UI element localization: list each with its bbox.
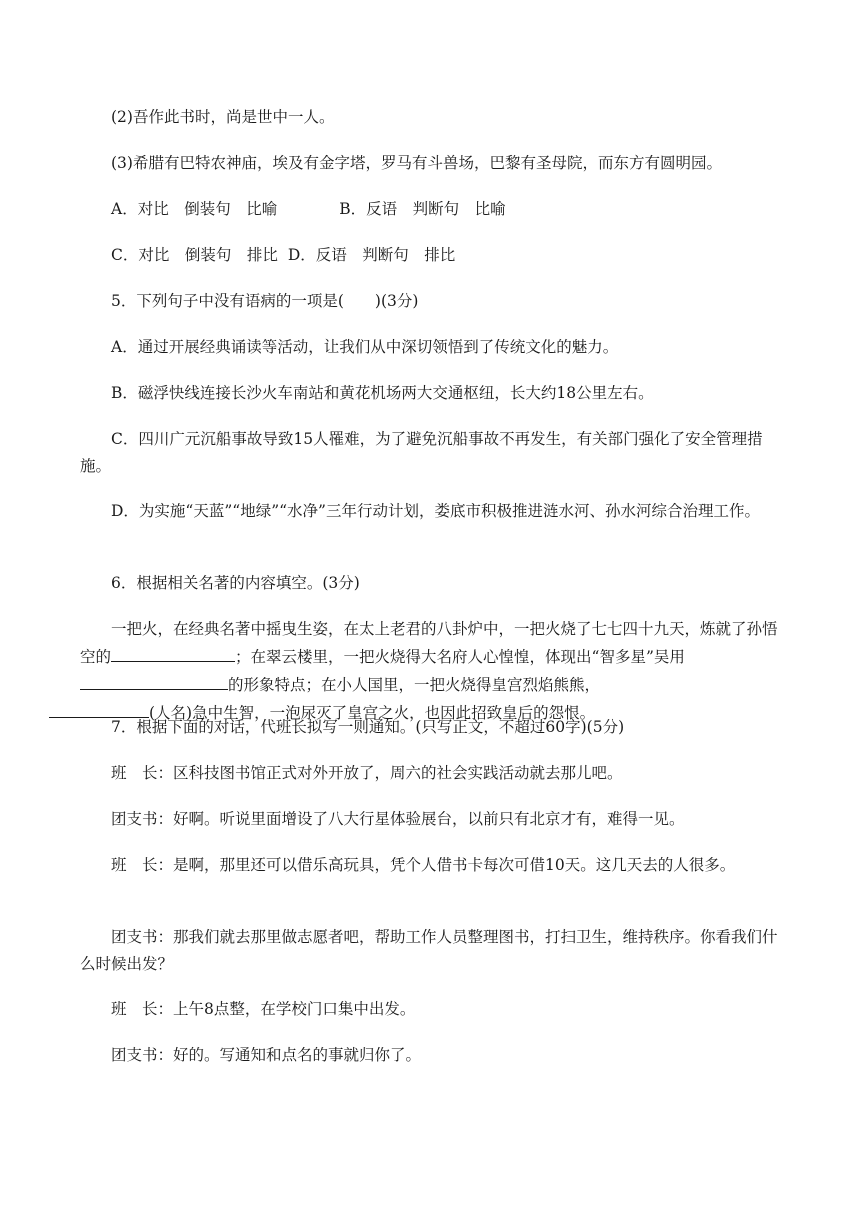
q4-options-ab [80,196,792,223]
q7-dialog-2: 团支书：好啊。听说里面增设了八大行星体验展台，以前只有北京才有，难得一见。 [111,810,685,828]
q7-dialog-4: 团支书：那我们就去那里做志愿者吧，帮助工作人员整理图书，打扫卫生，维持秩序。你看我们什么时候出发？ [80,928,778,973]
q6-blank-1[interactable] [111,643,235,662]
q5-option-c: C．四川广元沉船事故导致15人罹难，为了避免沉船事故不再发生，有关部门强化了安全管理措施。 [80,430,763,475]
q4-option-d: D．反语 判断句 排比 [287,246,456,264]
q5-option-b: B．磁浮快线连接长沙火车南站和黄花机场两大交通枢纽，长大约18公里左右。 [111,384,654,402]
q4-option-c: C．对比 倒装句 排比 [111,246,278,264]
q7-dialog-3: 班 长：是啊，那里还可以借乐高玩具，凭个人借书卡每次可借10天。这几天去的人很多。 [111,856,736,874]
q6-passage [80,616,792,727]
q7-dialog-5: 班 长：上午8点整，在学校门口集中出发。 [111,1000,416,1018]
q5-option-a: A．通过开展经典诵读等活动，让我们从中深切领悟到了传统文化的魅力。 [111,338,619,356]
q4-item-2: (2)吾作此书时，尚是世中一人。 [111,108,335,126]
q4-item-3: (3)希腊有巴特农神庙，埃及有金字塔，罗马有斗兽场，巴黎有圣母院，而东方有圆明园。 [111,154,722,172]
q7-dialog-1: 班 长：区科技图书馆正式对外开放了，周六的社会实践活动就去那儿吧。 [111,764,623,782]
q6-text-2: ；在翠云楼里，一把火烧得大名府人心惶惶，体现出“智多星”吴用 [235,648,685,666]
q7-stem: 7．根据下面的对话，代班长拟写一则通知。(只写正文，不超过60字)(5分) [111,718,625,736]
q5-stem: 5．下列句子中没有语病的一项是( )(3分) [111,292,419,310]
q7-dialog-6: 团支书：好的。写通知和点名的事就归你了。 [111,1046,422,1064]
q4-options-cd [80,242,792,269]
q6-blank-2[interactable] [80,671,228,690]
q4-option-a: A．对比 倒装句 比喻 [111,200,278,218]
q6-text-4: (人名)急中生智，一泡尿灭了皇宫之火，也因此招致皇后的怨恨。 [149,704,596,722]
q6-stem: 6．根据相关名著的内容填空。(3分) [111,574,360,592]
q6-text-3: 的形象特点；在小人国里，一把火烧得皇宫烈焰熊熊， [228,676,601,694]
q5-option-d: D．为实施“天蓝”“地绿”“水净”三年行动计划，娄底市积极推进涟水河、孙水河综合治理工作。 [111,502,760,520]
q4-option-b: B．反语 判断句 比喻 [339,200,506,218]
q6-text-1: 一把火，在经典名著中摇曳生姿，在太上老君的八卦炉中，一把火烧了七七四十九天，炼就了孙悟空的 [80,620,778,666]
